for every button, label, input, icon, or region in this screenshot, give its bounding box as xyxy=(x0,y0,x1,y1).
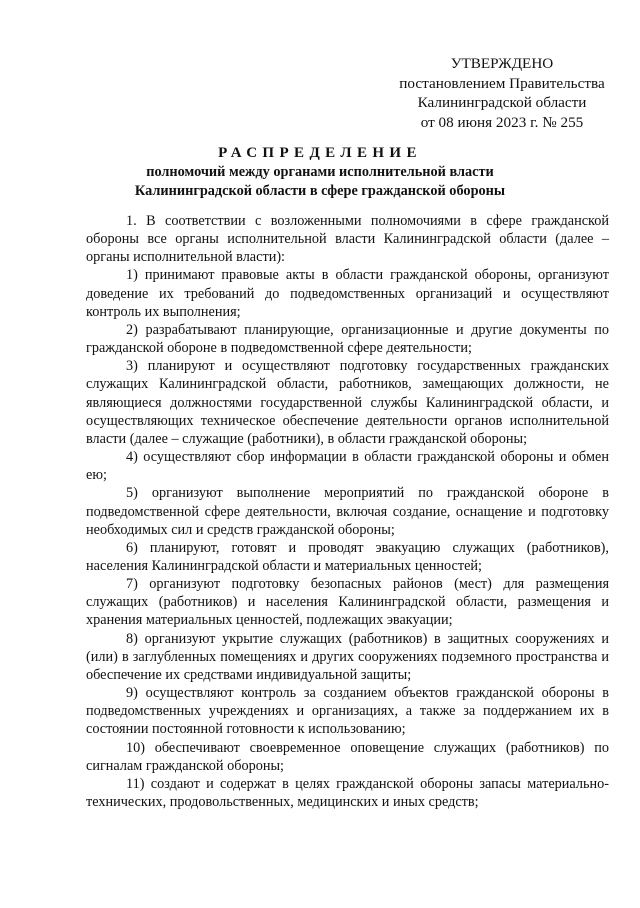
title-subtitle-line-1: полномочий между органами исполнительной власти xyxy=(146,164,494,180)
approval-region: Калининградской области xyxy=(417,94,587,112)
approval-date-number: от 08 июня 2023 г. № 255 xyxy=(420,113,584,131)
paragraph-item-3: 3) планируют и осуществляют подготовку государственных гражданских служащих Калининградской области, работников, замещающих должности, не являющиеся должностями государственной службы Калининградской области, и осуществляющих техническое обеспечение деятельности органов исполнительной власти (далее – служащие (работники), в области гражданской обороны; xyxy=(86,358,609,447)
paragraph-item-10: 10) обеспечивают своевременное оповещение служащих (работников) по сигналам гражданской обороны; xyxy=(86,739,609,774)
paragraph-item-4: 4) осуществляют сбор информации в области гражданской обороны и обмен ею; xyxy=(86,449,609,484)
paragraph-item-5: 5) организуют выполнение мероприятий по гражданской обороне в подведомственной сфере деятельности, включая создание, оснащение и подготовку необходимых сил и средств гражданской обороны; xyxy=(86,485,609,538)
paragraph-intro: 1. В соответствии с возложенными полномочиями в сфере гражданской обороны все органы исполнительной власти Калининградской области (далее – органы исполнительной власти): xyxy=(86,213,609,266)
paragraph-item-8: 8) организуют укрытие служащих (работников) в защитных сооружениях и (или) в заглубленных помещениях и других сооружениях подземного пространства и обеспечение их средствами индивидуальной защиты; xyxy=(86,630,609,683)
title-subtitle-line-2: Калининградской области в сфере гражданской обороны xyxy=(134,182,506,199)
paragraph-item-6: 6) планируют, готовят и проводят эвакуацию служащих (работников), населения Калининградской области и материальных ценностей; xyxy=(86,539,609,574)
paragraph-item-7: 7) организуют подготовку безопасных районов (мест) для размещения служащих (работников) и населения Калининградской области, размещения и хранения материальных ценностей, подлежащих эвакуации; xyxy=(86,576,609,629)
approval-title: УТВЕРЖДЕНО xyxy=(450,55,554,72)
paragraph-item-11: 11) создают и содержат в целях гражданской обороны запасы материально-технических, продовольственных, медицинских и иных средств; xyxy=(86,775,609,810)
approval-resolution: постановлением Правительства xyxy=(399,74,605,92)
paragraph-item-1: 1) принимают правовые акты в области гражданской обороны, организуют доведение их требований до подведомственных организаций и осуществляют контроль их выполнения; xyxy=(86,267,609,320)
document-title xyxy=(60,143,580,200)
paragraph-item-2: 2) разрабатывают планирующие, организационные и другие документы по гражданской обороне в подведомственной сфере деятельности; xyxy=(86,321,609,357)
document-body xyxy=(86,212,609,811)
approval-stamp xyxy=(392,54,612,132)
paragraph-item-9: 9) осуществляют контроль за созданием объектов гражданской обороны в подведомственных учреждениях и организациях, а также за поддержанием их в состоянии постоянной готовности к использованию; xyxy=(86,685,609,738)
title-main: РАСПРЕДЕЛЕНИЕ xyxy=(218,145,422,161)
